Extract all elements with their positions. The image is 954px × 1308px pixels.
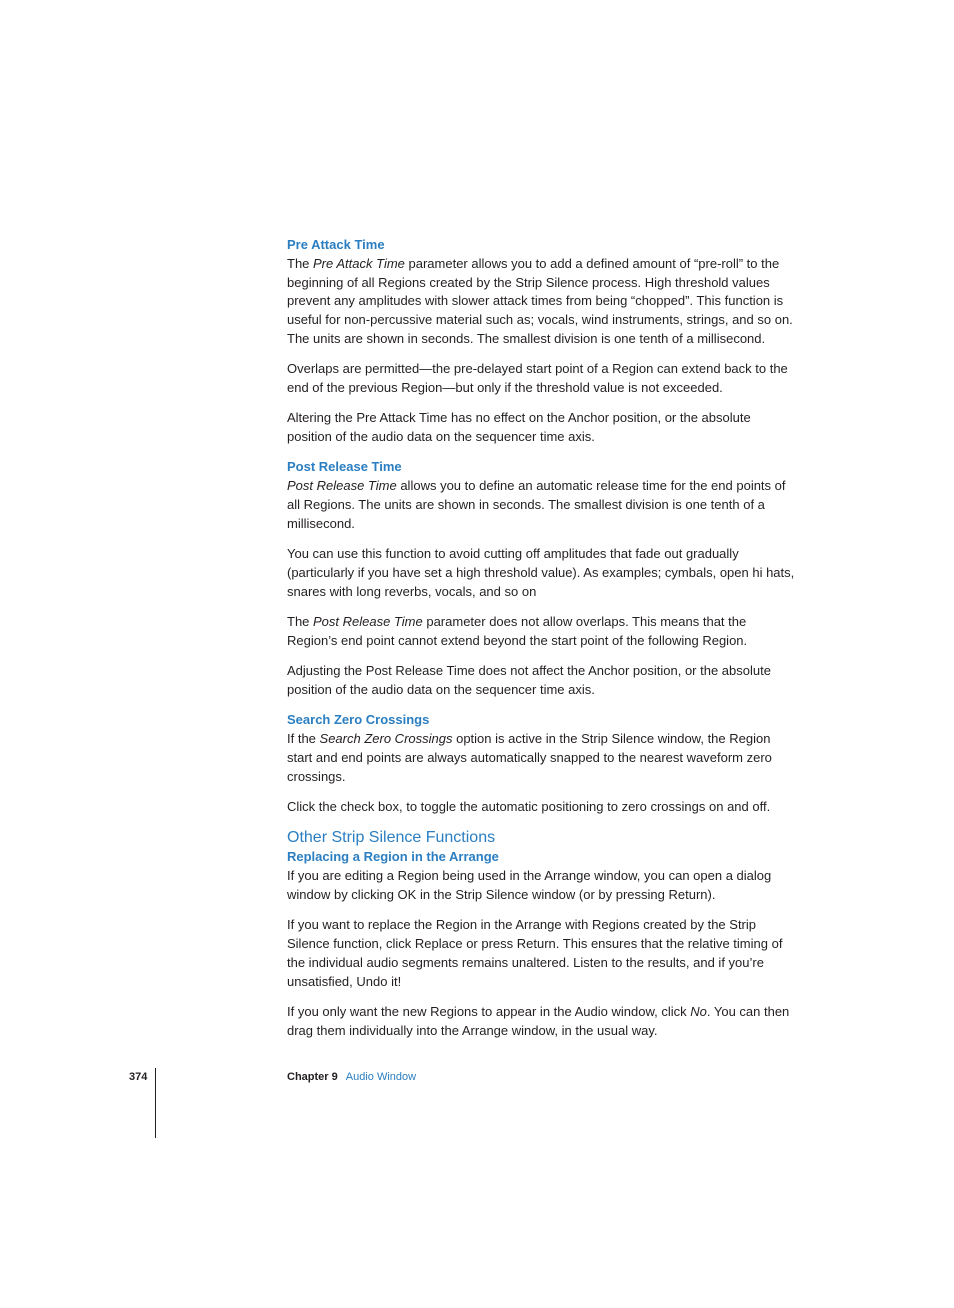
paragraph: You can use this function to avoid cutting off amplitudes that fade out gradually (particularly if you have set a high threshold value). As examples; cymbals, open hi hats, snares with long reverbs, vocals, and so on — [287, 546, 795, 599]
paragraph — [287, 1003, 799, 1041]
text-run: If you only want the new Regions to appear in the Audio window, click — [287, 1003, 691, 1019]
emphasis-term: Post Release Time — [313, 614, 423, 630]
section-heading-post-release-time: Post Release Time — [287, 459, 402, 475]
chapter-label: Chapter 9 — [287, 1071, 338, 1083]
emphasis-term: Pre Attack Time — [313, 255, 405, 271]
paragraph: Overlaps are permitted—the pre-delayed start point of a Region can extend back to the end of the previous Region—but only if the threshold value is not exceeded. — [287, 361, 788, 396]
text-run: parameter allows you to add a defined amount of “pre-roll” to the beginning of all Regions created by the Strip Silence process. High threshold values prevent any amplitudes with slower attack times from being “chopped”. This function is useful for non-percussive material such as; vocals, wind instruments, strings, and so on. The units are shown in seconds. The smallest division is one tenth of a millisecond. — [287, 255, 793, 346]
emphasis-term: Search Zero Crossings — [319, 731, 453, 747]
section-heading-other-strip-silence-functions: Other Strip Silence Functions — [287, 829, 496, 847]
text-run: The — [287, 255, 314, 271]
subsection-heading-replacing-region: Replacing a Region in the Arrange — [287, 849, 499, 865]
paragraph: If you want to replace the Region in the Arrange with Regions created by the Strip Silence function, click Replace or press Return. This ensures that the relative timing of the individual audio segments remains unaltered. Listen to the results, and if you’re unsatisfied, Undo it! — [287, 917, 783, 989]
text-run: allows you to define an automatic release time for the end points of all Regions. The units are shown in seconds. The smallest division is one tenth of a millisecond. — [287, 478, 786, 531]
emphasis-term: No — [690, 1003, 707, 1019]
paragraph: Click the check box, to toggle the automatic positioning to zero crossings on and off. — [287, 798, 771, 814]
paragraph — [287, 613, 799, 651]
paragraph: Adjusting the Post Release Time does not affect the Anchor position, or the absolute position of the audio data on the sequencer time axis. — [287, 663, 771, 697]
chapter-title-link[interactable]: Audio Window — [345, 1071, 417, 1083]
paragraph: If you are editing a Region being used in the Arrange window, you can open a dialog window by clicking OK in the Strip Silence window (or by pressing Return). — [287, 868, 772, 902]
text-run: parameter does not allow overlaps. This means that the Region’s end point cannot extend beyond the start point of the following Region. — [287, 614, 748, 648]
footer-divider — [155, 1068, 156, 1138]
paragraph: Altering the Pre Attack Time has no effect on the Anchor position, or the absolute position of the audio data on the sequencer time axis. — [287, 410, 751, 445]
page-content — [287, 236, 799, 1052]
paragraph — [287, 477, 799, 533]
page-number: 374 — [129, 1071, 148, 1083]
section-heading-search-zero-crossings: Search Zero Crossings — [287, 712, 430, 728]
text-run: If the — [287, 731, 320, 747]
text-run: The — [287, 614, 314, 630]
text-run: . You can then drag them individually into the Arrange window, in the usual way. — [287, 1003, 790, 1038]
section-heading-pre-attack-time: Pre Attack Time — [287, 237, 385, 252]
paragraph — [287, 255, 799, 349]
paragraph — [287, 730, 799, 786]
text-run: option is active in the Strip Silence window, the Region start and end points are always automatically snapped to the nearest waveform zero crossings. — [287, 731, 772, 784]
running-footer — [287, 1070, 416, 1084]
emphasis-term: Post Release Time — [287, 478, 397, 494]
